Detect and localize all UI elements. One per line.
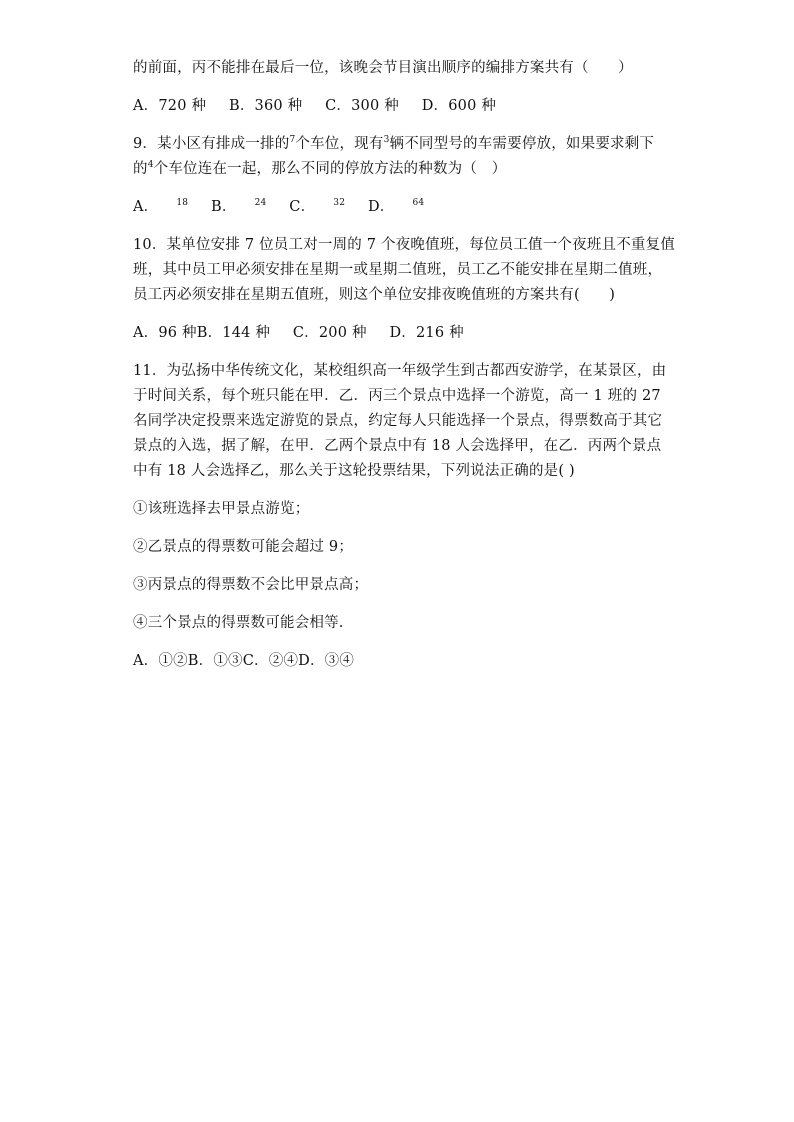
q9-text: 的: [133, 161, 148, 177]
question-11-line-2: 于时间关系，每个班只能在甲．乙．丙三个景点中选择一个游览，高一 1 班的 27: [133, 388, 661, 404]
q8-option-c: C．300 种: [325, 98, 399, 114]
question-9-line-1: [133, 132, 673, 157]
q9-text: 9．某小区有排成一排的: [133, 136, 290, 152]
q9-option-d-value: 64: [412, 198, 425, 208]
question-11-line-4: 景点的入选，据了解，在甲．乙两个景点中有 18 人会选择甲，在乙．丙两个景点: [133, 438, 662, 454]
q11-statement-1: ①该班选择去甲景点游览；: [133, 501, 310, 517]
q11-statement-2: ②乙景点的得票数可能会超过 9；: [133, 539, 354, 555]
q9-option-a: [133, 199, 188, 215]
q9-option-c: [289, 199, 345, 215]
q9-number-4: 4: [147, 160, 154, 170]
q11-statement-4: ④三个景点的得票数可能会相等.: [133, 615, 344, 631]
q9-number-7: 7: [289, 135, 296, 145]
q11-option-c: C．②④: [242, 653, 299, 669]
q11-option-b: B．①③: [187, 653, 243, 669]
q10-option-b: B．144 种: [196, 325, 271, 341]
q9-text: 个车位，现有: [295, 136, 384, 152]
q9-option-d-label: D．: [367, 199, 395, 215]
q11-option-a: A．①②: [133, 653, 188, 669]
question-10-line-1: 10．某单位安排 7 位员工对一周的 7 个夜晚值班，每位员工值一个夜班且不重复值: [133, 237, 676, 253]
q8-option-a: A．720 种: [133, 98, 207, 114]
q8-option-b: B．360 种: [228, 98, 303, 114]
document-page: [133, 56, 676, 674]
q11-statement-3: ③丙景点的得票数不会比甲景点高；: [133, 577, 369, 593]
q9-option-b-value: 24: [254, 198, 267, 208]
q9-text: 个车位连在一起，那么不同的停放方法的种数为（ ）: [153, 161, 507, 177]
q9-option-b-label: B．: [211, 199, 237, 215]
question-8-options: [133, 94, 673, 119]
q9-option-c-label: C．: [289, 199, 316, 215]
question-8-stem-tail: 的前面，丙不能排在最后一位，该晚会节目演出顺序的编排方案共有（ ）: [133, 60, 633, 76]
q9-option-a-label: A．: [133, 199, 159, 215]
q9-number-3: 3: [383, 135, 390, 145]
q10-option-c: C．200 种: [292, 325, 367, 341]
question-11-options: [133, 649, 673, 674]
q9-option-a-value: 18: [176, 198, 189, 208]
q10-option-a: A．96 种: [133, 325, 197, 341]
q10-option-d: D．216 种: [389, 325, 464, 341]
question-10-line-2: 班，其中员工甲必须安排在星期一或星期二值班，员工乙不能安排在星期二值班，: [133, 262, 663, 278]
question-11-line-1: 11．为弘扬中华传统文化，某校组织高一年级学生到古都西安游学，在某景区，由: [133, 363, 667, 379]
question-9-options: [133, 195, 673, 220]
q9-option-b: [211, 199, 266, 215]
question-10-line-3: 员工丙必须安排在星期五值班，则这个单位安排夜晚值班的方案共有( ): [133, 287, 616, 303]
question-11-line-5: 中有 18 人会选择乙，那么关于这轮投票结果，下列说法正确的是( ): [133, 463, 575, 479]
question-11-line-3: 名同学决定投票来选定游览的景点，约定每人只能选择一个景点，得票数高于其它: [133, 413, 663, 429]
q11-option-d: D．③④: [298, 653, 355, 669]
q8-option-d: D．600 种: [421, 98, 497, 114]
q9-option-d: [368, 199, 424, 215]
question-9-line-2: [133, 157, 673, 182]
q9-option-c-value: 32: [333, 198, 346, 208]
q9-text: 辆不同型号的车需要停放，如果要求剩下: [389, 136, 655, 152]
question-10-options: [133, 321, 673, 346]
